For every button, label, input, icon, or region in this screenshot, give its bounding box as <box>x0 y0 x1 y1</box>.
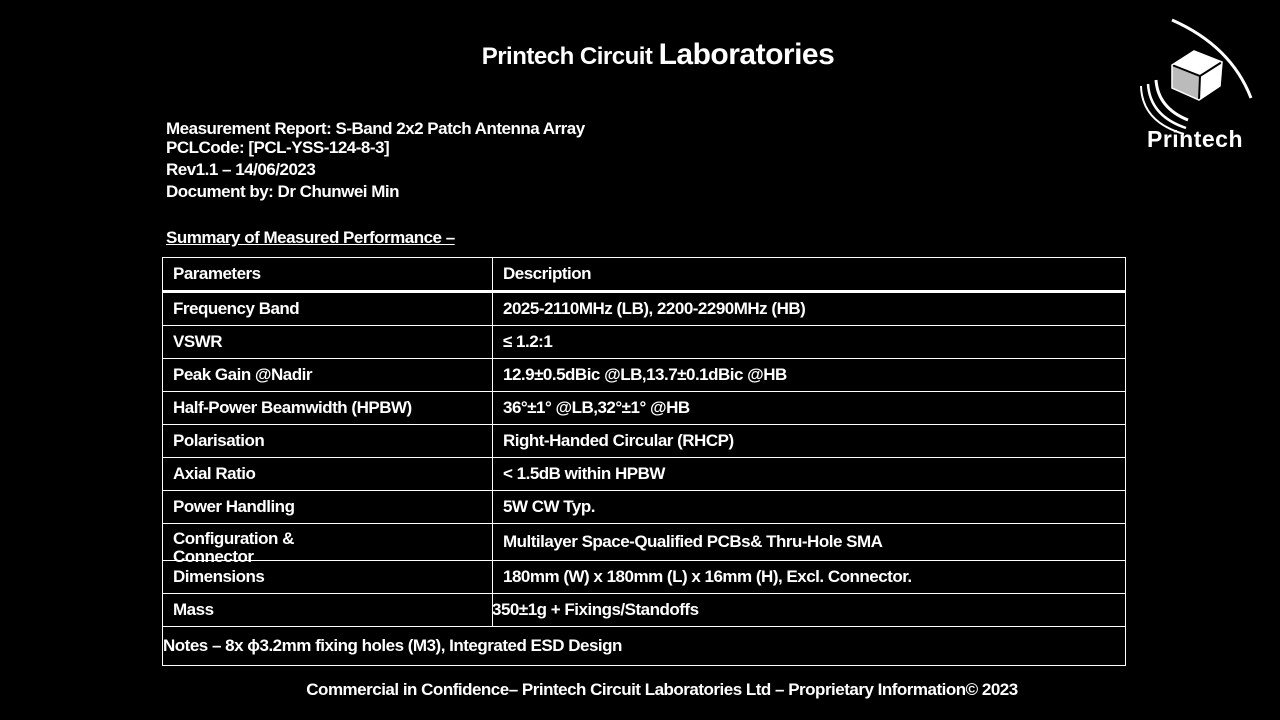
table-row <box>163 425 1126 458</box>
parameter-cell: Half-Power Beamwidth (HPBW) <box>163 392 493 425</box>
parameter-cell: Frequency Band <box>163 292 493 326</box>
description-cell: 180mm (W) x 180mm (L) x 16mm (H), Excl. Connector. <box>493 561 1126 594</box>
description-cell: < 1.5dB within HPBW <box>493 458 1126 491</box>
description-text: 350±1g + Fixings/Standoffs <box>492 600 699 619</box>
parameter-cell: Mass <box>163 594 493 627</box>
description-cell: 5W CW Typ. <box>493 491 1126 524</box>
column-header-description: Description <box>493 258 1126 292</box>
parameter-cell: Polarisation <box>163 425 493 458</box>
table-row <box>163 392 1126 425</box>
table-row <box>163 292 1126 326</box>
parameter-text: Configuration & Connector <box>173 529 294 566</box>
parameter-cell: VSWR <box>163 326 493 359</box>
parameter-cell: Axial Ratio <box>163 458 493 491</box>
description-cell: Right-Handed Circular (RHCP) <box>493 425 1126 458</box>
description-cell: 12.9±0.5dBic @LB,13.7±0.1dBic @HB <box>493 359 1126 392</box>
performance-table <box>162 257 1126 666</box>
table-row <box>163 491 1126 524</box>
title-prefix: Printech Circuit <box>481 43 653 70</box>
table-row <box>163 458 1126 491</box>
parameter-cell: Dimensions <box>163 561 493 594</box>
description-cell: 2025-2110MHz (LB), 2200-2290MHz (HB) <box>493 292 1126 326</box>
notes-row <box>163 627 1126 666</box>
column-header-parameters: Parameters <box>163 258 493 292</box>
parameter-cell: Power Handling <box>163 491 493 524</box>
notes-cell: Notes – 8x ϕ3.2mm fixing holes (M3), Integrated ESD Design <box>163 627 1126 666</box>
description-cell <box>493 594 1126 627</box>
table-row <box>163 359 1126 392</box>
table-row <box>163 594 1126 627</box>
confidentiality-footer: Commercial in Confidence– Printech Circuit Laboratories Ltd – Proprietary Information© 2023 <box>306 680 1018 699</box>
report-title: Measurement Report: S-Band 2x2 Patch Antenna Array <box>166 119 585 138</box>
table-header-row <box>163 258 1126 292</box>
parameter-cell: Peak Gain @Nadir <box>163 359 493 392</box>
description-cell: Multilayer Space-Qualified PCBs& Thru-Hole SMA <box>493 524 1126 561</box>
summary-heading: Summary of Measured Performance – <box>166 228 455 247</box>
report-meta <box>166 120 585 201</box>
table-row <box>163 326 1126 359</box>
revision: Rev1.1 – 14/06/2023 <box>166 160 316 179</box>
description-cell: 36°±1° @LB,32°±1° @HB <box>493 392 1126 425</box>
description-cell: ≤ 1.2:1 <box>493 326 1126 359</box>
parameter-cell <box>163 524 493 566</box>
title-emphasis: Laboratories <box>658 38 835 71</box>
logo-text: Printech <box>1146 126 1244 152</box>
table-row <box>163 524 1126 561</box>
author: Document by: Dr Chunwei Min <box>166 182 399 201</box>
page-title <box>0 38 1280 72</box>
pcl-code: PCLCode: [PCL-YSS-124-8-3] <box>166 138 390 157</box>
